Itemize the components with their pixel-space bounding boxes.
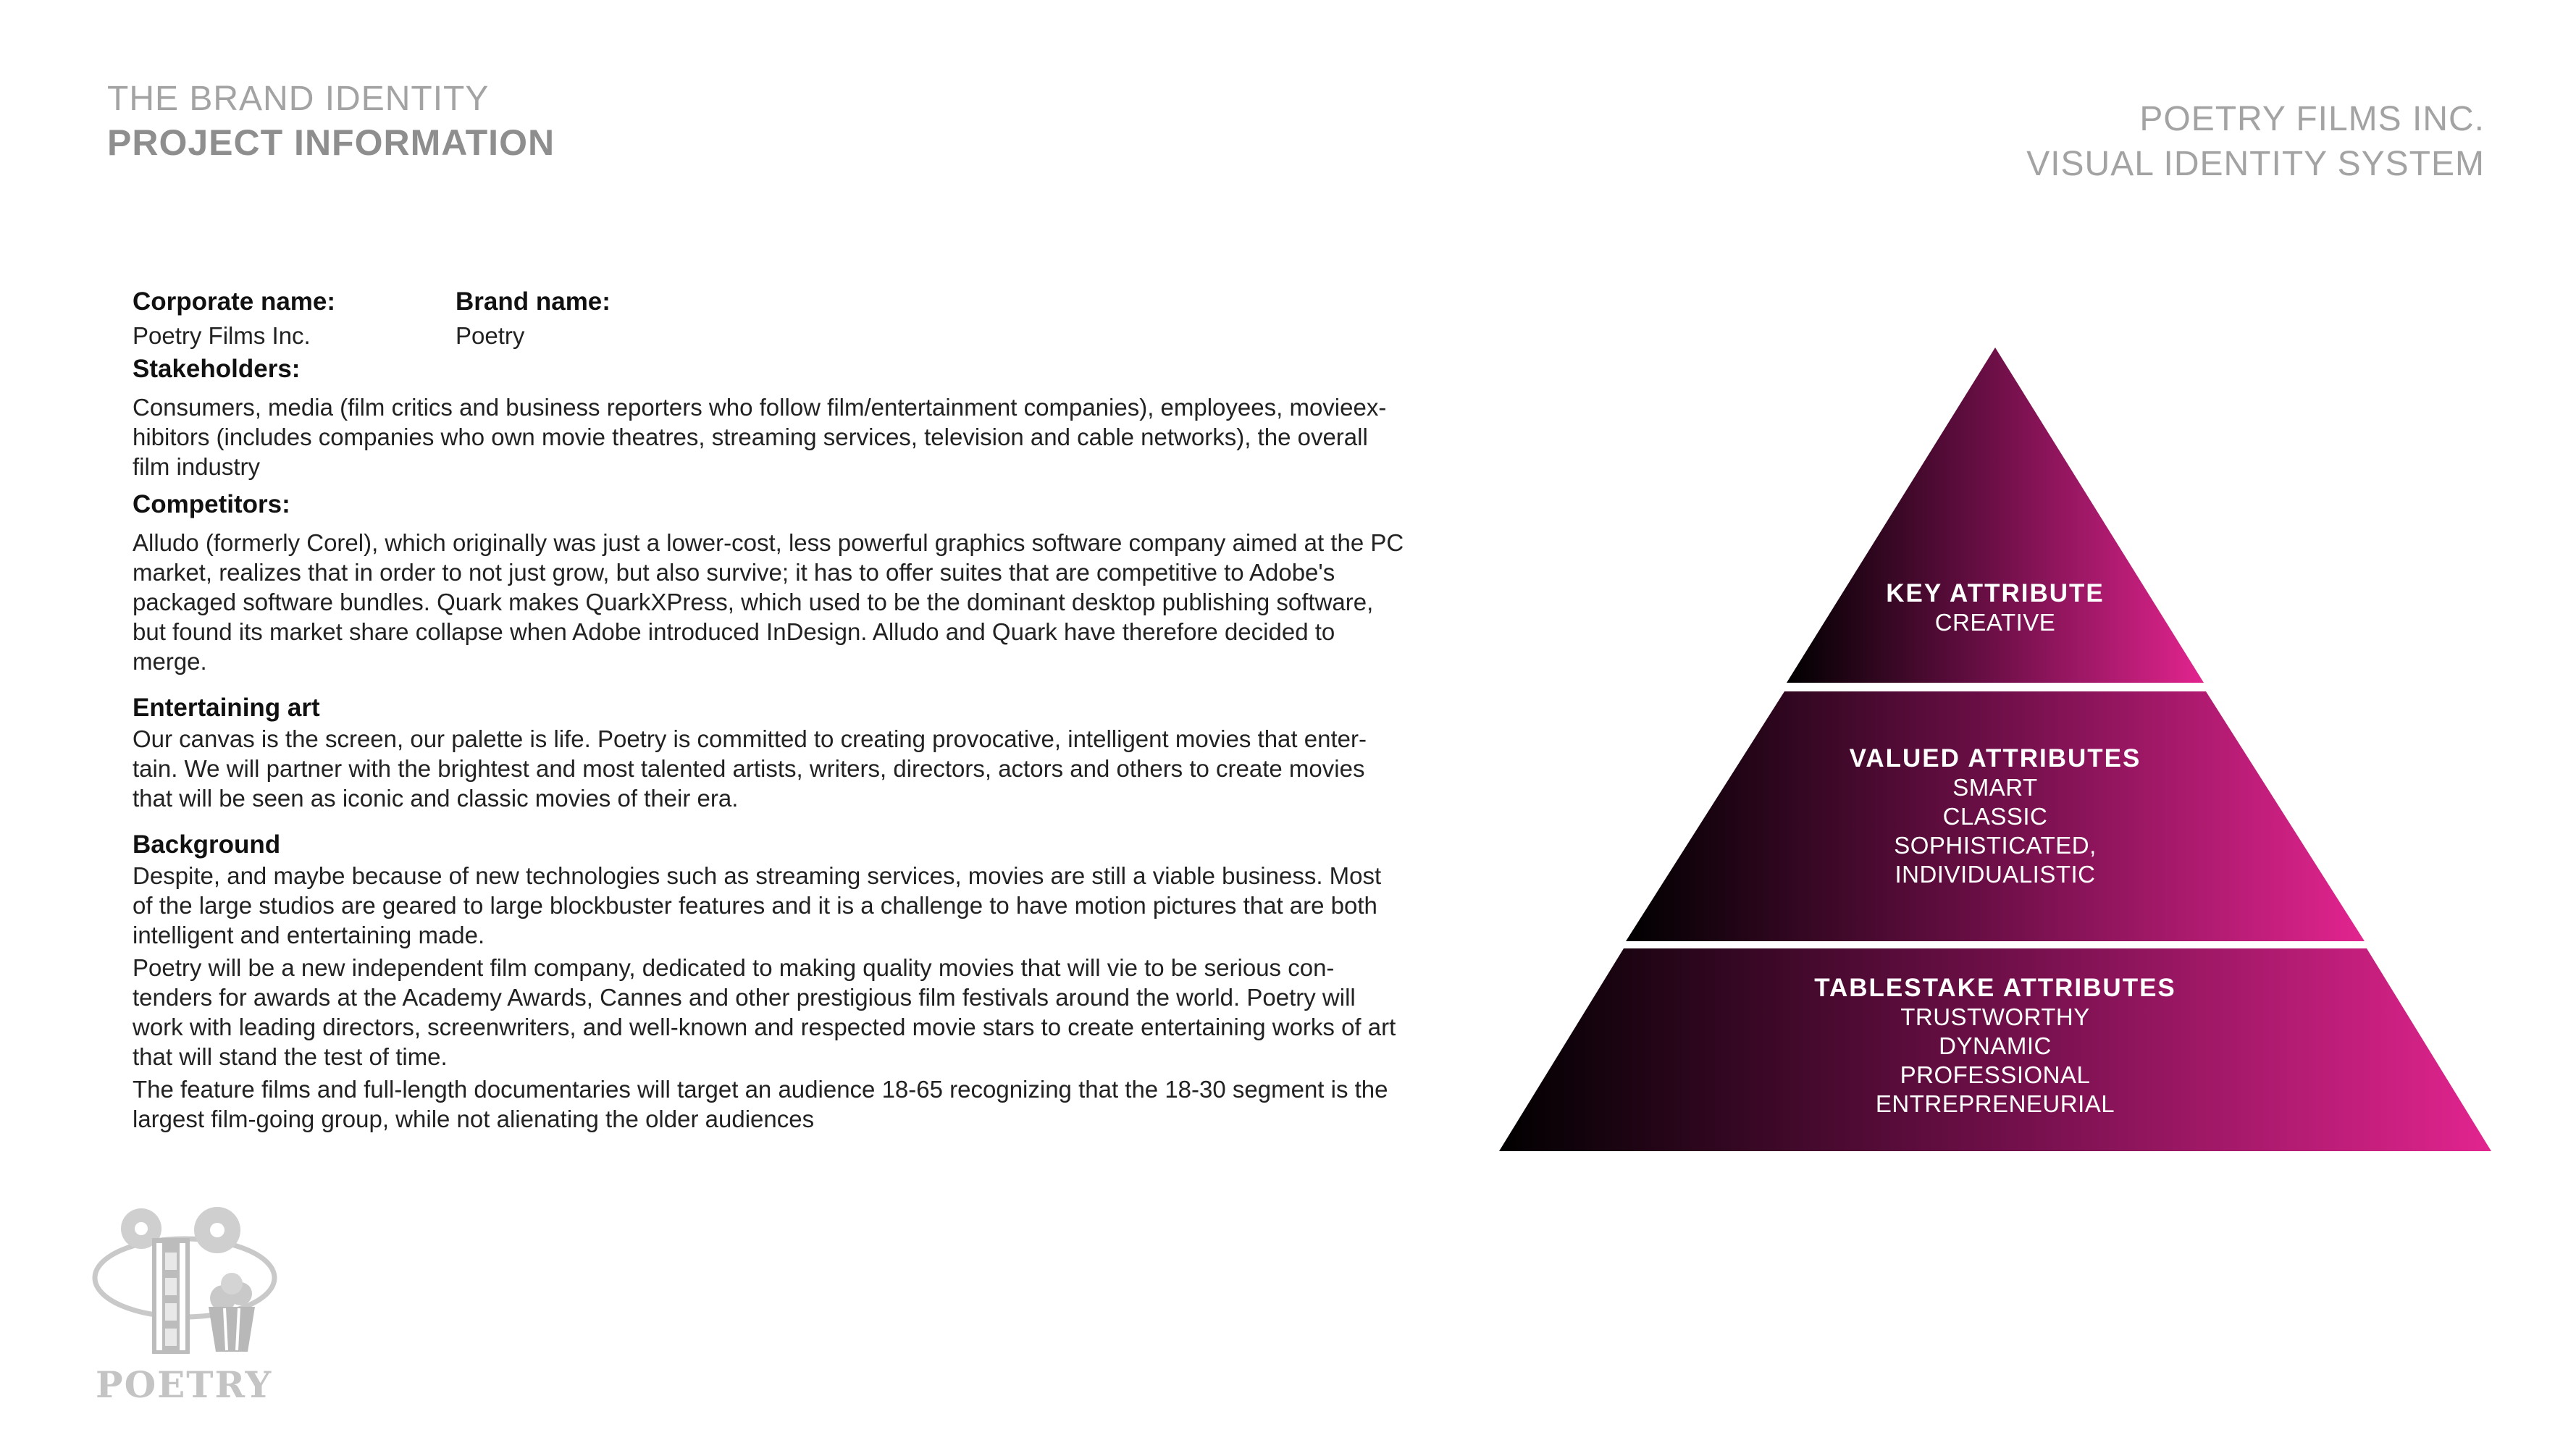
tablestake-attributes-title: TABLESTAKE ATTRIBUTES (1814, 974, 2176, 1002)
background-text-1: Despite, and maybe because of new technologies such as streaming services, movies are still a viable business. Most of the large studios are geared to large blockbuster features and it is a challenge to have motion pictures that are both intelligent and entertaining made. (133, 862, 1382, 948)
brand-attribute-pyramid (1499, 348, 2491, 1151)
brand-name-value: Poetry (456, 322, 525, 349)
logo-wordmark: POETRY (96, 1363, 273, 1406)
poetry-logo (87, 1198, 290, 1415)
tablestake-attribute-dynamic: DYNAMIC (1939, 1032, 2052, 1059)
valued-attribute-classic: CLASSIC (1942, 803, 2048, 830)
key-attribute-title: KEY ATTRIBUTE (1886, 579, 2105, 607)
tablestake-attribute-trustworthy: TRUSTWORTHY (1900, 1003, 2090, 1030)
system-name: VISUAL IDENTITY SYSTEM (2026, 145, 2485, 183)
brand-name-label: Brand name: (456, 287, 611, 316)
background-text-2: Poetry will be a new independent film company, dedicated to making quality movies that will vie to be serious con-tenders for awards at the Academy Awards, Cannes and other prestigious film festivals around the world. Poetry will work with leading directors, screenwriters, and well-known and respected movie stars to create entertaining works of art that will stand the test of time. (133, 954, 1396, 1070)
project-information (133, 285, 1407, 1134)
entertaining-art-heading: Entertaining art (133, 694, 320, 722)
competitors-text: Alludo (formerly Corel), which originally was just a lower-cost, less powerful graphics software company aimed at the PC market, realizes that in order to not just grow, but also survive; it has to offer suites that are competitive to Adobe's packaged software bundles. Quark makes QuarkXPress, which used to be the dominant desktop publishing software, but found its market share collapse when Adobe introduced InDesign. Alludo and Quark have therefore decided to merge. (133, 529, 1404, 675)
corporate-name-label: Corporate name: (133, 287, 336, 316)
key-attribute-value: CREATIVE (1934, 609, 2056, 636)
name-labels-row (133, 285, 1407, 319)
section-label: THE BRAND IDENTITY (107, 80, 490, 118)
valued-attributes-title: VALUED ATTRIBUTES (1849, 744, 2141, 773)
entertaining-art-text: Our canvas is the screen, our palette is life. Poetry is committed to creating provocative, intelligent movies that enter-tain. We will partner with the brightest and most talented artists, writers, directors, actors and others to create movies that will be seen as iconic and classic movies of their era. (133, 725, 1367, 812)
stakeholders-heading: Stakeholders: (133, 355, 301, 383)
tablestake-attribute-professional: PROFESSIONAL (1900, 1061, 2091, 1088)
company-name: POETRY FILMS INC. (2139, 100, 2485, 138)
valued-attribute-smart: SMART (1952, 774, 2038, 801)
valued-attributes-tier (1499, 744, 2491, 889)
valued-attribute-sophisticated: SOPHISTICATED, (1894, 832, 2097, 859)
section-header (107, 78, 555, 165)
competitors-heading: Competitors: (133, 490, 290, 518)
page-title: PROJECT INFORMATION (107, 122, 555, 163)
name-values-row (133, 319, 1407, 353)
key-attribute-tier (1499, 579, 2491, 637)
valued-attribute-individualistic: INDIVIDUALISTIC (1895, 861, 2096, 888)
tablestake-attributes-tier (1499, 974, 2491, 1119)
background-heading: Background (133, 830, 281, 859)
stakeholders-text: Consumers, media (film critics and business reporters who follow film/entertainment companies), employees, movieex-hibitors (includes companies who own movie theatres, streaming services, television and cable networks), the overall film industry (133, 394, 1387, 480)
tablestake-attribute-entrepreneurial: ENTREPRENEURIAL (1875, 1090, 2115, 1117)
corporate-name-value: Poetry Films Inc. (133, 322, 311, 349)
document-header (2026, 97, 2485, 187)
background-text-3: The feature films and full-length documentaries will target an audience 18-65 recognizing that the 18-30 segment is the largest film-going group, while not alienating the older audiences (133, 1076, 1388, 1132)
